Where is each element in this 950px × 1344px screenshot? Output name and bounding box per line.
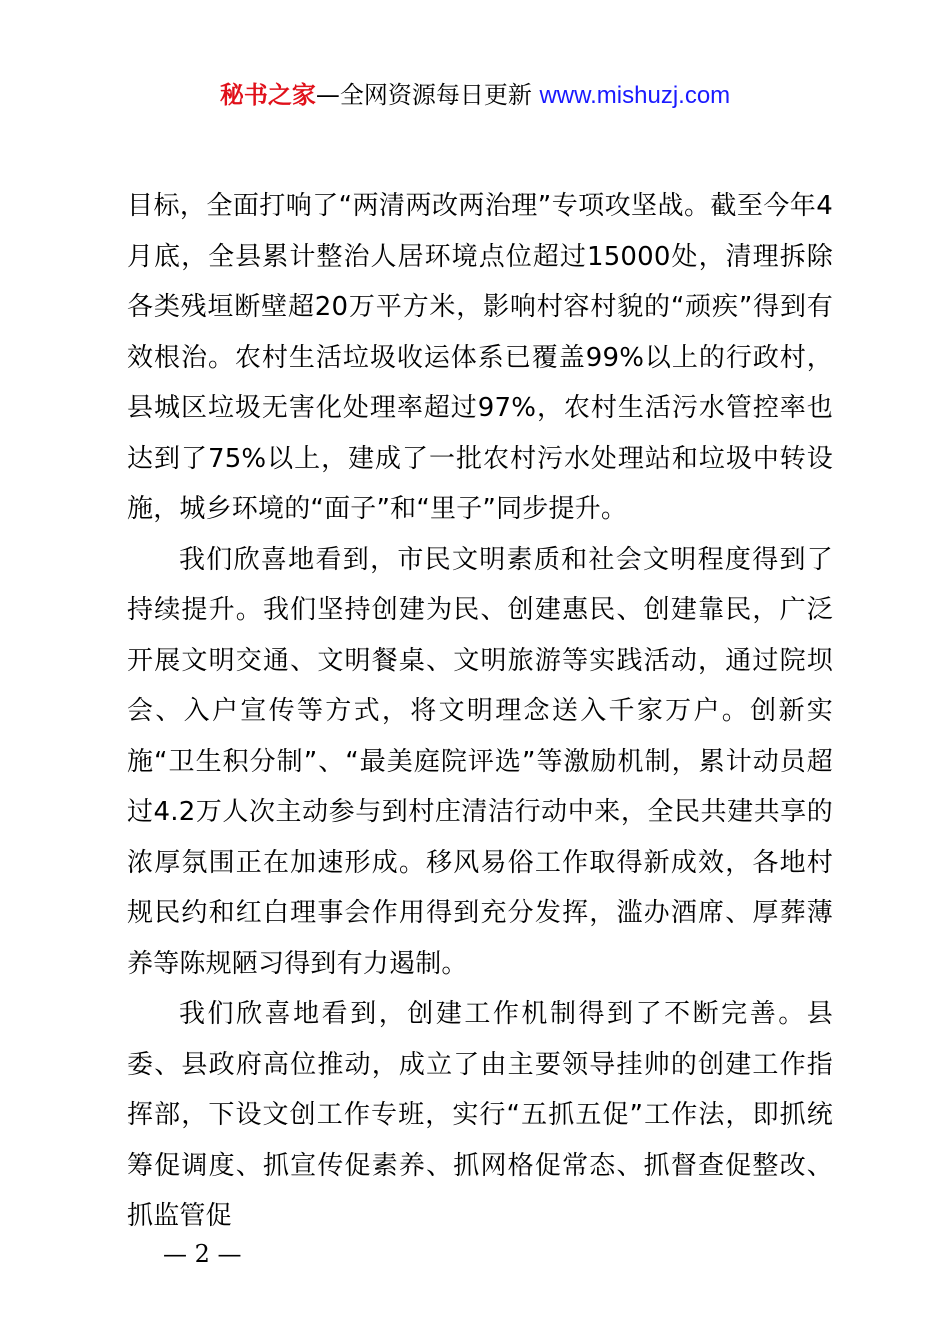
document-body bbox=[127, 181, 833, 1242]
site-watermark-header bbox=[0, 78, 950, 113]
page-number: — 2 — bbox=[163, 1240, 242, 1268]
brand-name: 秘书之家 bbox=[219, 81, 316, 109]
paragraph-civility: 我们欣喜地看到，市民文明素质和社会文明程度得到了持续提升。我们坚持创建为民、创建惠民、创建靠民，广泛开展文明交通、文明餐桌、文明旅游等实践活动，通过院坝会、入户宣传等方式，将文明理念送入千家万户。创新实施“卫生积分制”、“最美庭院评选”等激励机制，累计动员超过4.2万人次主动参与到村庄清洁行动中来，全民共建共享的浓厚氛围正在加速形成。移风易俗工作取得新成效，各地村规民约和红白理事会作用得到充分发挥，滥办酒席、厚葬薄养等陈规陋习得到有力遏制。 bbox=[127, 544, 833, 979]
paragraph-mechanism: 我们欣喜地看到，创建工作机制得到了不断完善。县委、县政府高位推动，成立了由主要领导挂帅的创建工作指挥部，下设文创工作专班，实行“五抓五促”工作法，即抓统筹促调度、抓宣传促素养、抓网格促常态、抓督查促整改、抓监管促 bbox=[127, 999, 833, 1231]
paragraph-continuation: 目标，全面打响了“两清两改两治理”专项攻坚战。截至今年4月底，全县累计整治人居环境点位超过15000处，清理拆除各类残垣断壁超20万平方米，影响村容村貌的“顽疾”得到有效根治。农村生活垃圾收运体系已覆盖99%以上的行政村，县城区垃圾无害化处理率超过97%，农村生活污水管控率也达到了75%以上，建成了一批农村污水处理站和垃圾中转设施，城乡环境的“面子”和“里子”同步提升。 bbox=[127, 191, 833, 524]
site-url: www.mishuzj.com bbox=[539, 82, 731, 109]
brand-tagline: —全网资源每日更新 bbox=[315, 81, 540, 109]
